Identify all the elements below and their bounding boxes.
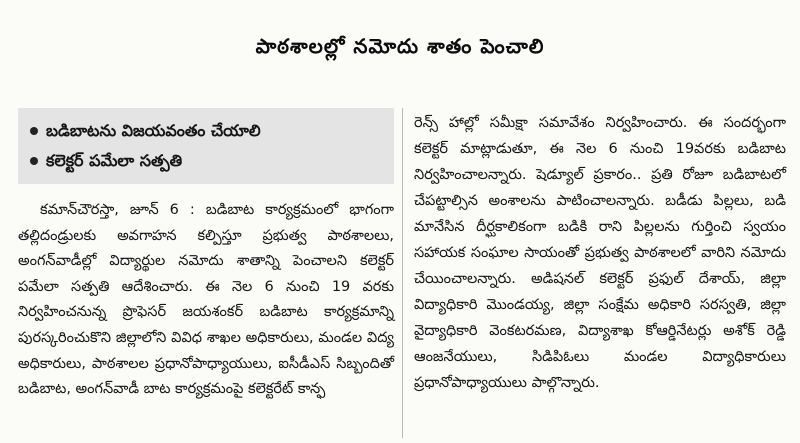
article-headline: పాఠశాలల్లో నమోదు శాతం పెంచాలి: [255, 33, 545, 58]
highlight-item: [46, 146, 384, 176]
article-body-left: కమాన్‌చౌరస్తా, జూన్ 6 : బడిబాట కార్యక్రమంలో భాగంగా తల్లిదండ్రులకు అవగాహన కల్పిస్తూ ప్రభుత్వ పాఠశాలలు, అంగన్‌వాడీల్లో విద్యార్థుల నమోదు శాతాన్ని పెంచాలని కలెక్టర్ పమేలా సత్పతి ఆదేశించారు. ఈ నెల 6 నుంచి 19 వరకు నిర్వహించనున్న ప్రొఫెసర్ జయశంకర్ బడిబాట కార్యక్రమాన్ని పురస్కరించుకొని జిల్లాలోని వివిధ శాఖల అధికారులు, మండల విద్య అధికారులు, పాఠశాలల ప్రధానోపాధ్యాయులు, ఐసీడీఎస్ సిబ్బందితో బడిబాట, అంగన్‌వాడీ బాట కార్యక్రమంపై కలెక్టరేట్ కాన్ఫ: [18, 202, 394, 398]
highlights-box: [18, 108, 394, 184]
column-divider: [402, 108, 403, 438]
bullet-icon: [30, 157, 38, 165]
highlight-item: [46, 116, 384, 146]
article-column-left: [8, 104, 400, 440]
highlight-text: బడిబాటను విజయవంతం చేయాలి: [46, 121, 261, 140]
highlight-text: కలెక్టర్ పమేలా సత్పతి: [46, 151, 183, 170]
bullet-icon: [30, 127, 38, 135]
article-column-right: [406, 104, 794, 440]
article-body-right: రెన్స్ హాల్లో సమీక్షా సమావేశం నిర్వహించారు. ఈ సందర్భంగా కలెక్టర్ మాట్లాడుతూ, ఈ నెల 6 నుంచి 19వరకు బడిబాట నిర్వహించాలన్నారు. షెడ్యూల్ ప్రకారం.. ప్రతి రోజూ బడిబాటలో చేపట్టాల్సిన అంశాలను పాటించాలన్నారు. బడీడు పిల్లలు, బడి మానేసిన దీర్ఘకాలికంగా బడికి రాని పిల్లలను గుర్తించి స్వయం సహాయక సంఘాల సాయంతో ప్రభుత్వ పాఠశాలలో వారిని నమోదు చేయించాలన్నారు. అడిషనల్ కలెక్టర్ ప్రఫుల్ దేశాయ్, జిల్లా విద్యాధికారి మొండయ్య, జిల్లా సంక్షేమ అధికారి సరస్వతి, జిల్లా వైద్యాధికారి వెంకటరమణ, విద్యాశాఖ కోఆర్డినేటర్లు అశోక్ రెడ్డి ఆంజనేయులు, సిడిపిఓలు మండల విద్యాధికారులు ప్రధానోపాధ్యాయులు పాల్గొన్నారు.: [414, 115, 786, 391]
